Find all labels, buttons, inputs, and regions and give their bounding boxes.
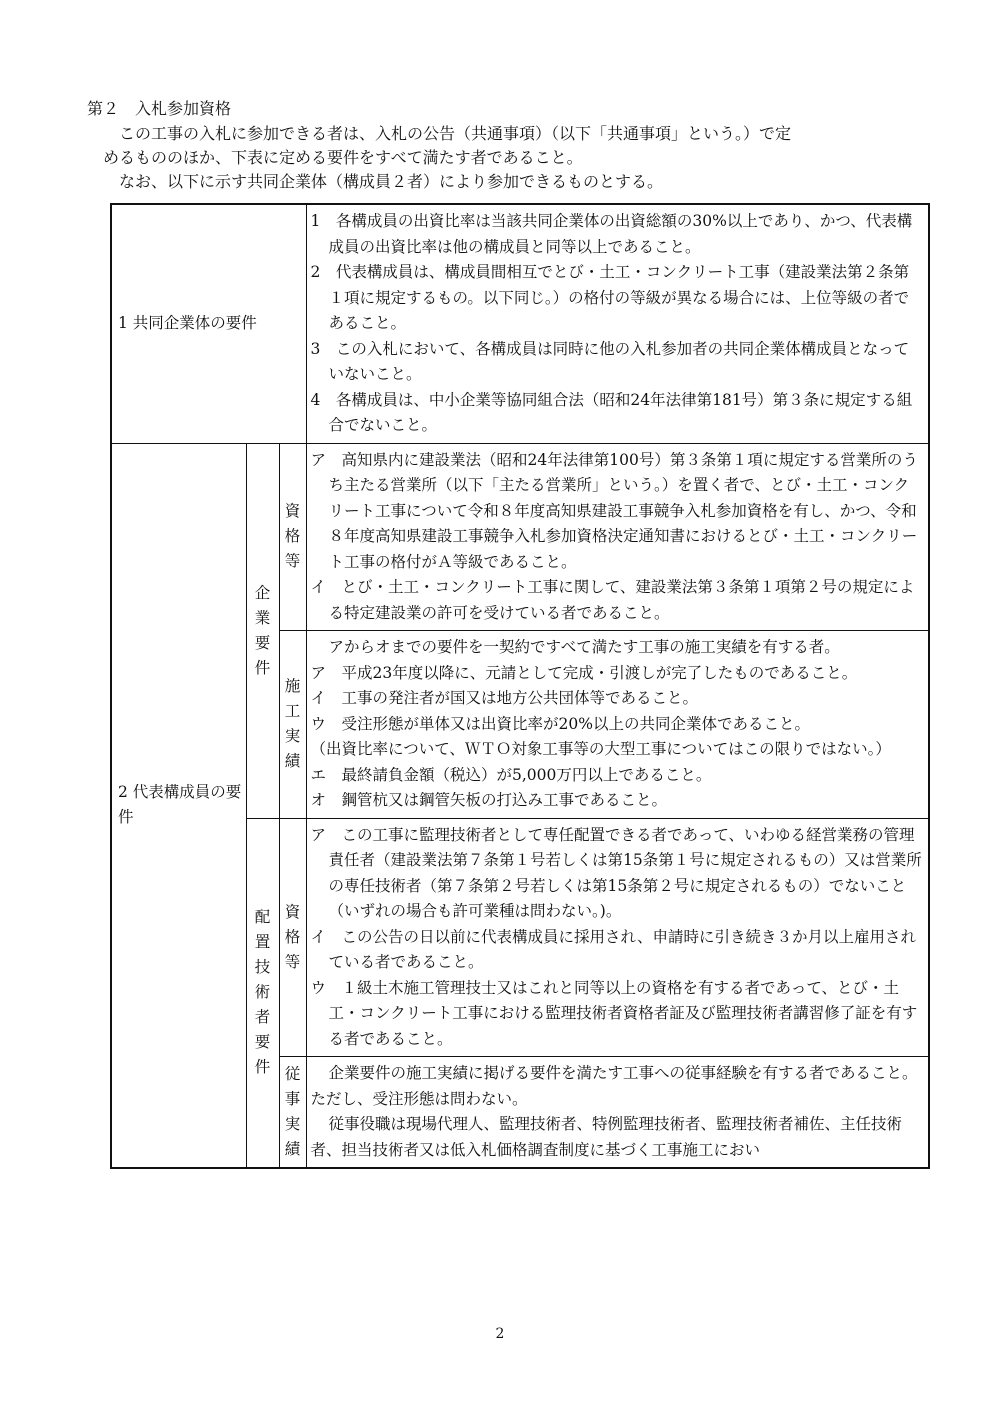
intro-line: この工事の入札に参加できる者は、入札の公告（共通事項）（以下「共通事項」という。）で定 xyxy=(119,124,792,143)
list-item: イ この公告の日以前に代表構成員に採用され、申請時に引き続き３か月以上雇用されている者であること。 xyxy=(310,927,916,971)
table-row xyxy=(111,204,929,443)
paragraph: 企業要件の施工実績に掲げる要件を満たす工事への従事経験を有する者であること。ただし、受注形態は問わない。 xyxy=(310,1064,918,1108)
list-item: 3 この入札において、各構成員は同時に他の入札参加者の共同企業体構成員となっていないこと。 xyxy=(310,339,910,383)
company-qualification-label: 資格等 xyxy=(279,443,306,631)
note-text: （出資比率について、ＷＴＯ対象工事等の大型工事についてはこの限りではない。） xyxy=(310,740,891,758)
company-qualification-content xyxy=(306,443,929,631)
intro-line: なお、以下に示す共同企業体（構成員２者）により参加できるものとする。 xyxy=(119,172,664,191)
list-item: イ 工事の発注者が国又は地方公共団体等であること。 xyxy=(310,689,699,707)
work-experience-content xyxy=(306,1057,929,1169)
list-item: ア この工事に監理技術者として専任配置できる者であって、いわゆる経営業務の管理責任者（建設業法第７条第１号若しくは第15条第１号に規定されるもの）又は営業所の専任技術者（第７条第２号若しくは第15条第２号に規定されるもの）でないこと（いずれの場合も許可業種は問わない。)。 xyxy=(310,825,922,920)
list-item: ウ １級土木施工管理技士又はこれと同等以上の資格を有する者であって、とび・土工・コンクリート工事における監理技術者資格者証及び監理技術者講習修了証を有する者であること。 xyxy=(310,978,918,1048)
intro-line: めるもののほか、下表に定める要件をすべて満たす者であること。 xyxy=(103,148,583,167)
engineer-requirements-label: 配置技術者要件 xyxy=(246,818,279,1168)
construction-record-content xyxy=(306,631,929,819)
list-item: オ 鋼管杭又は鋼管矢板の打込み工事であること。 xyxy=(310,791,668,809)
construction-record-label: 施工実績 xyxy=(279,631,306,819)
engineer-qualification-label: 資格等 xyxy=(279,818,306,1057)
list-item: ア 平成23年度以降に、元請として完成・引渡しが完了したものであること。 xyxy=(310,663,858,682)
company-requirements-label: 企業要件 xyxy=(246,443,279,818)
list-item: イ とび・土工・コンクリート工事に関して、建設業法第３条第１項第２号の規定による特定建設業の許可を受けている者であること。 xyxy=(310,578,915,622)
section-heading: 第２ 入札参加資格 xyxy=(87,99,232,118)
list-item: 4 各構成員は、中小企業等協同組合法（昭和24年法律第181号）第３条に規定する組合でないこと。 xyxy=(310,390,913,434)
paragraph: 従事役職は現場代理人、監理技術者、特例監理技術者、監理技術者補佐、主任技術者、担当技術者又は低入札価格調査制度に基づく工事施工におい xyxy=(310,1115,903,1159)
intro-text xyxy=(87,122,927,194)
work-experience-label: 従事実績 xyxy=(279,1057,306,1169)
list-item: 2 代表構成員は、構成員間相互でとび・土工・コンクリート工事（建設業法第２条第１項に規定するもの。以下同じ。）の格付の等級が異なる場合には、上位等級の者であること。 xyxy=(310,263,910,332)
list-item: 1 各構成員の出資比率は当該共同企業体の出資総額の30%以上であり、かつ、代表構成員の出資比率は他の構成員と同等以上であること。 xyxy=(310,212,913,256)
jv-requirements-label: 1 共同企業体の要件 xyxy=(111,204,306,443)
table-row xyxy=(111,443,929,631)
lead-text: アからオまでの要件を一契約ですべて満たす工事の施工実績を有する者。 xyxy=(328,638,840,656)
requirements-table xyxy=(110,203,930,1169)
engineer-qualification-content xyxy=(306,818,929,1057)
list-item: エ 最終請負金額（税込）が5,000万円以上であること。 xyxy=(310,765,712,784)
jv-requirements-content xyxy=(306,204,929,443)
representative-requirements-label: 2 代表構成員の要件 xyxy=(111,443,246,1168)
list-item: ウ 受注形態が単体又は出資比率が20%以上の共同企業体であること。 xyxy=(310,714,810,733)
list-item: ア 高知県内に建設業法（昭和24年法律第100号）第３条第１項に規定する営業所のうち主たる営業所（以下「主たる営業所」という。）を置く者で、とび・土工・コンクリート工事について令和８年度高知県建設工事競争入札参加資格を有し、かつ、令和８年度高知県建設工事競争入札参加資格決定通知書におけるとび・土工・コンクリート工事の格付がＡ等級であること。 xyxy=(310,450,918,571)
page-number: 2 xyxy=(495,1326,505,1342)
